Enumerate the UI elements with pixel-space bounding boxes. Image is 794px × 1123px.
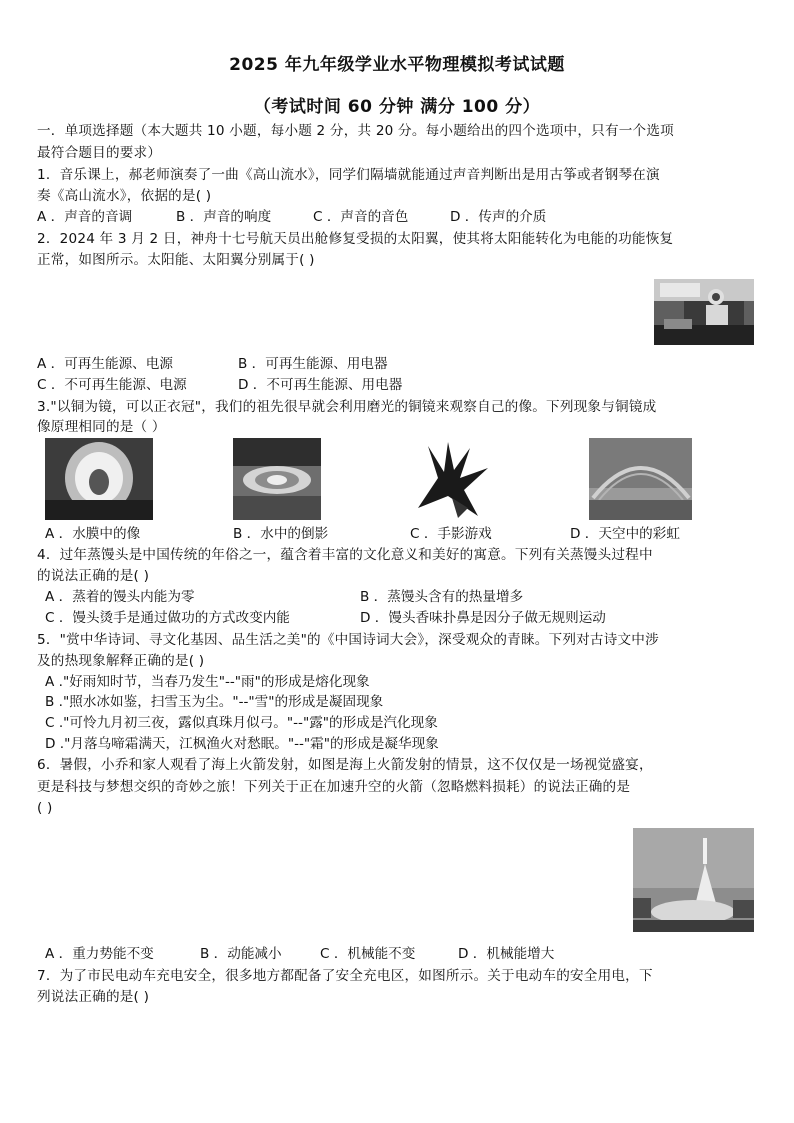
hand-shadow-photo	[408, 438, 496, 520]
q4-option-a: A ．蒸着的馒头内能为零	[45, 589, 195, 605]
question-6-text-end: ( )	[37, 800, 53, 816]
exam-title: 2025 年九年级学业水平物理模拟考试试题	[229, 55, 565, 75]
q1-option-d: D ．传声的介质	[450, 209, 547, 225]
q2-option-d: D ．不可再生能源、用电器	[238, 377, 403, 393]
question-5-text: 5．"赏中华诗词、寻文化基因、品生活之美"的《中国诗词大会》，深受观众的青睐。下列对古诗文中涉	[37, 632, 659, 648]
question-7-text: 7．为了市民电动车充电安全，很多地方都配备了安全充电区，如图所示。关于电动车的安全用电，下	[37, 968, 653, 984]
astronaut-solar-wing-photo	[654, 279, 754, 345]
q4-option-b: B ．蒸馒头含有的热量增多	[360, 589, 524, 605]
question-4-text-cont: 的说法正确的是( )	[37, 568, 150, 584]
q2-option-b: B ．可再生能源、用电器	[238, 356, 388, 372]
question-4-text: 4．过年蒸馒头是中国传统的年俗之一，蕴含着丰富的文化意义和美好的寓意。下列有关蒸馒头过程中	[37, 547, 653, 563]
q3-option-a: A ．水膜中的像	[45, 526, 141, 542]
q2-option-c: C ．不可再生能源、电源	[37, 377, 187, 393]
question-6-text-cont: 更是科技与梦想交织的奇妙之旅！下列关于正在加速升空的火箭（忽略燃料损耗）的说法正确的是	[37, 779, 631, 795]
q1-option-b: B ．声音的响度	[176, 209, 272, 225]
q5-option-b: B ."照水冰如鉴，扫雪玉为尘。"--"雪"的形成是凝固现象	[45, 694, 384, 710]
q6-option-a: A ．重力势能不变	[45, 946, 154, 962]
question-2-text: 2．2024 年 3 月 2 日，神舟十七号航天员出舱修复受损的太阳翼，使其将太阳能转化为电能的功能恢复	[37, 231, 674, 247]
q5-option-a: A ."好雨知时节，当春乃发生"--"雨"的形成是熔化现象	[45, 674, 370, 690]
q5-option-d: D ."月落乌啼霜满天，江枫渔火对愁眠。"--"霜"的形成是凝华现象	[45, 736, 439, 752]
q6-option-d: D ．机械能增大	[458, 946, 555, 962]
water-film-image-photo	[45, 438, 153, 520]
q3-option-c: C ．手影游戏	[410, 526, 492, 542]
q6-option-b: B ．动能减小	[200, 946, 282, 962]
question-6-text: 6．暑假，小乔和家人观看了海上火箭发射，如图是海上火箭发射的情景，这不仅仅是一场视觉盛宴，	[37, 757, 653, 773]
q2-option-a: A ．可再生能源、电源	[37, 356, 173, 372]
rainbow-photo	[589, 438, 692, 520]
question-2-text-cont: 正常，如图所示。太阳能、太阳翼分别属于( )	[37, 252, 315, 268]
q3-option-b: B ．水中的倒影	[233, 526, 329, 542]
q5-option-c: C ."可怜九月初三夜，露似真珠月似弓。"--"露"的形成是汽化现象	[45, 715, 438, 731]
exam-subtitle: （考试时间 60 分钟 满分 100 分）	[253, 97, 541, 117]
rocket-launch-photo	[633, 828, 754, 932]
section-heading: 一．单项选择题（本大题共 10 小题，每小题 2 分，共 20 分。每小题给出的四个选项中，只有一个选项	[37, 123, 674, 139]
question-3-text: 3."以铜为镜，可以正衣冠"，我们的祖先很早就会利用磨光的铜镜来观察自己的像。下列现象与铜镜成	[37, 399, 657, 415]
section-heading-cont: 最符合题目的要求）	[37, 145, 162, 161]
question-1-text-cont: 奏《高山流水》，依据的是( )	[37, 188, 212, 204]
q3-option-d: D ．天空中的彩虹	[570, 526, 680, 542]
q4-option-c: C ．馒头烫手是通过做功的方式改变内能	[45, 610, 290, 626]
question-1-text: 1．音乐课上，郝老师演奏了一曲《高山流水》，同学们隔墙就能通过声音判断出是用古筝或者钢琴在演	[37, 167, 660, 183]
water-reflection-photo	[233, 438, 321, 520]
question-5-text-cont: 及的热现象解释正确的是( )	[37, 653, 205, 669]
q4-option-d: D ．馒头香味扑鼻是因分子做无规则运动	[360, 610, 606, 626]
question-7-text-cont: 列说法正确的是( )	[37, 989, 150, 1005]
q6-option-c: C ．机械能不变	[320, 946, 416, 962]
question-3-text-cont: 像原理相同的是（ ）	[37, 419, 166, 435]
q1-option-a: A ．声音的音调	[37, 209, 133, 225]
q1-option-c: C ．声音的音色	[313, 209, 409, 225]
